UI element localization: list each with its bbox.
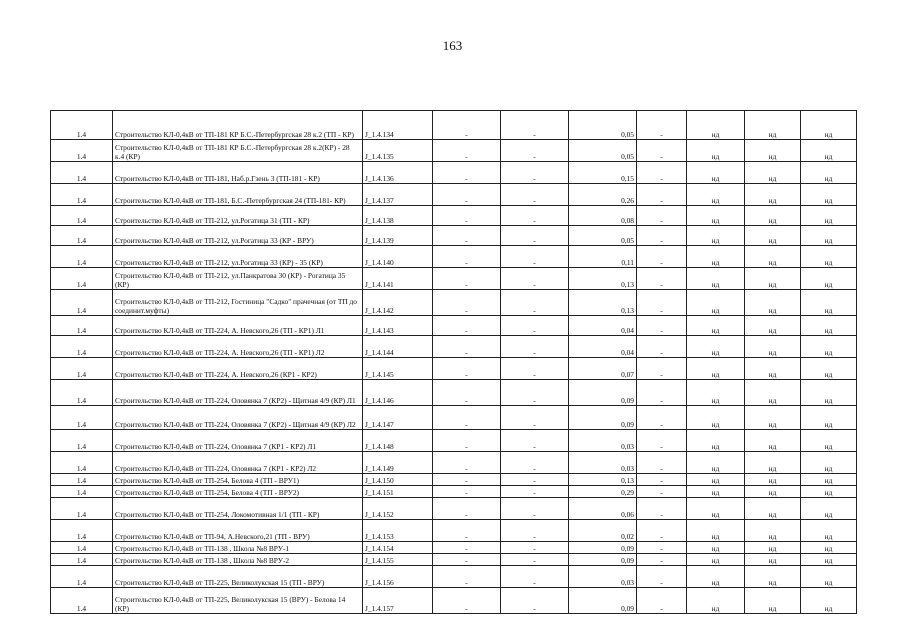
row-col-c: - bbox=[637, 184, 687, 206]
row-col-e: нд bbox=[745, 380, 801, 406]
row-name: Строительство КЛ-0,4кВ от ТП-181 КР Б.С.-Петербургская 28 к.2 (ТП - КР) bbox=[113, 111, 363, 140]
row-col-e: нд bbox=[745, 452, 801, 474]
row-length: 0,15 bbox=[569, 162, 637, 184]
row-id: J_1.4.149 bbox=[363, 452, 433, 474]
row-length: 0,05 bbox=[569, 140, 637, 162]
row-col-f: нд bbox=[801, 498, 857, 520]
row-id: J_1.4.136 bbox=[363, 162, 433, 184]
table-row bbox=[51, 542, 857, 554]
row-name: Строительство КЛ-0,4кВ от ТП-212, ул.Рогатица 33 (КР - ВРУ) bbox=[113, 226, 363, 246]
row-col-c: - bbox=[637, 206, 687, 226]
row-col-d: нд bbox=[687, 226, 745, 246]
table-row bbox=[51, 498, 857, 520]
row-col-d: нд bbox=[687, 140, 745, 162]
table-row bbox=[51, 380, 857, 406]
row-length: 0,07 bbox=[569, 358, 637, 380]
table-row bbox=[51, 452, 857, 474]
row-id: J_1.4.139 bbox=[363, 226, 433, 246]
row-col-f: нд bbox=[801, 588, 857, 614]
row-length: 0,29 bbox=[569, 486, 637, 498]
row-col-f: нд bbox=[801, 452, 857, 474]
row-col-c: - bbox=[637, 111, 687, 140]
row-col-c: - bbox=[637, 566, 687, 588]
row-col-f: нд bbox=[801, 206, 857, 226]
row-col-a: - bbox=[433, 430, 501, 452]
row-col-a: - bbox=[433, 268, 501, 290]
row-length: 0,13 bbox=[569, 290, 637, 316]
row-col-b: - bbox=[501, 474, 569, 486]
row-id: J_1.4.138 bbox=[363, 206, 433, 226]
row-code: 1.4 bbox=[51, 588, 113, 614]
row-col-f: нд bbox=[801, 226, 857, 246]
row-col-d: нд bbox=[687, 566, 745, 588]
table-row bbox=[51, 406, 857, 430]
row-col-a: - bbox=[433, 206, 501, 226]
row-col-d: нд bbox=[687, 162, 745, 184]
row-col-b: - bbox=[501, 520, 569, 542]
row-length: 0,05 bbox=[569, 226, 637, 246]
row-length: 0,09 bbox=[569, 542, 637, 554]
row-name: Строительство КЛ-0,4кВ от ТП-224, Оловянка 7 (КР1 - КР2) Л1 bbox=[113, 430, 363, 452]
row-col-e: нд bbox=[745, 140, 801, 162]
row-col-f: нд bbox=[801, 162, 857, 184]
row-col-a: - bbox=[433, 111, 501, 140]
row-col-f: нд bbox=[801, 358, 857, 380]
row-id: J_1.4.140 bbox=[363, 246, 433, 268]
row-length: 0,05 bbox=[569, 111, 637, 140]
row-col-b: - bbox=[501, 162, 569, 184]
row-col-d: нд bbox=[687, 498, 745, 520]
row-length: 0,09 bbox=[569, 380, 637, 406]
table-row bbox=[51, 246, 857, 268]
table-row bbox=[51, 290, 857, 316]
row-col-b: - bbox=[501, 542, 569, 554]
row-col-f: нд bbox=[801, 316, 857, 336]
row-col-d: нд bbox=[687, 588, 745, 614]
row-col-f: нд bbox=[801, 474, 857, 486]
row-col-d: нд bbox=[687, 474, 745, 486]
row-name: Строительство КЛ-0,4кВ от ТП-224, Оловянка 7 (КР2) - Щитная 4/9 (КР) Л1 bbox=[113, 380, 363, 406]
row-name: Строительство КЛ-0,4кВ от ТП-225, Великолукская 15 (ВРУ) - Белова 14 (КР) bbox=[113, 588, 363, 614]
row-name: Строительство КЛ-0,4кВ от ТП-224, А. Невского,26 (ТП - КР1) Л2 bbox=[113, 336, 363, 358]
row-length: 0,13 bbox=[569, 268, 637, 290]
row-id: J_1.4.134 bbox=[363, 111, 433, 140]
row-length: 0,03 bbox=[569, 430, 637, 452]
row-col-b: - bbox=[501, 588, 569, 614]
row-col-d: нд bbox=[687, 520, 745, 542]
row-col-b: - bbox=[501, 380, 569, 406]
row-col-b: - bbox=[501, 336, 569, 358]
row-col-c: - bbox=[637, 588, 687, 614]
row-name: Строительство КЛ-0,4кВ от ТП-94, А.Невского,21 (ТП - ВРУ) bbox=[113, 520, 363, 542]
row-length: 0,09 bbox=[569, 554, 637, 566]
row-id: J_1.4.144 bbox=[363, 336, 433, 358]
row-col-b: - bbox=[501, 226, 569, 246]
row-col-d: нд bbox=[687, 246, 745, 268]
row-col-e: нд bbox=[745, 184, 801, 206]
row-col-b: - bbox=[501, 290, 569, 316]
row-col-e: нд bbox=[745, 554, 801, 566]
row-col-a: - bbox=[433, 554, 501, 566]
row-col-b: - bbox=[501, 452, 569, 474]
row-col-a: - bbox=[433, 140, 501, 162]
table-row bbox=[51, 316, 857, 336]
row-col-f: нд bbox=[801, 268, 857, 290]
row-code: 1.4 bbox=[51, 452, 113, 474]
table-row bbox=[51, 140, 857, 162]
row-code: 1.4 bbox=[51, 430, 113, 452]
table-row bbox=[51, 554, 857, 566]
row-id: J_1.4.143 bbox=[363, 316, 433, 336]
row-id: J_1.4.135 bbox=[363, 140, 433, 162]
row-col-e: нд bbox=[745, 588, 801, 614]
table-body bbox=[51, 111, 857, 614]
row-col-c: - bbox=[637, 140, 687, 162]
row-col-c: - bbox=[637, 554, 687, 566]
row-col-f: нд bbox=[801, 246, 857, 268]
row-col-c: - bbox=[637, 358, 687, 380]
row-name: Строительство КЛ-0,4кВ от ТП-254, Белова 4 (ТП - ВРУ1) bbox=[113, 474, 363, 486]
row-col-f: нд bbox=[801, 290, 857, 316]
table-row bbox=[51, 474, 857, 486]
row-col-d: нд bbox=[687, 358, 745, 380]
row-col-a: - bbox=[433, 452, 501, 474]
table-row bbox=[51, 520, 857, 542]
table-row bbox=[51, 486, 857, 498]
row-code: 1.4 bbox=[51, 226, 113, 246]
row-col-a: - bbox=[433, 162, 501, 184]
row-col-f: нд bbox=[801, 111, 857, 140]
row-code: 1.4 bbox=[51, 474, 113, 486]
row-name: Строительство КЛ-0,4кВ от ТП-181, Наб.р.Гзень 3 (ТП-181 - КР) bbox=[113, 162, 363, 184]
row-col-c: - bbox=[637, 380, 687, 406]
row-code: 1.4 bbox=[51, 206, 113, 226]
row-col-a: - bbox=[433, 184, 501, 206]
page-number: 163 bbox=[442, 38, 463, 53]
row-col-e: нд bbox=[745, 226, 801, 246]
row-col-e: нд bbox=[745, 268, 801, 290]
row-name: Строительство КЛ-0,4кВ от ТП-212, ул.Рогатица 31 (ТП - КР) bbox=[113, 206, 363, 226]
row-col-a: - bbox=[433, 290, 501, 316]
row-col-c: - bbox=[637, 336, 687, 358]
row-col-e: нд bbox=[745, 430, 801, 452]
row-id: J_1.4.154 bbox=[363, 542, 433, 554]
row-col-b: - bbox=[501, 206, 569, 226]
row-length: 0,04 bbox=[569, 316, 637, 336]
row-col-c: - bbox=[637, 406, 687, 430]
row-code: 1.4 bbox=[51, 111, 113, 140]
row-name: Строительство КЛ-0,4кВ от ТП-212, ул.Панкратова 30 (КР) - Рогатица 35 (КР) bbox=[113, 268, 363, 290]
table-row bbox=[51, 358, 857, 380]
row-col-c: - bbox=[637, 246, 687, 268]
row-col-d: нд bbox=[687, 206, 745, 226]
row-col-d: нд bbox=[687, 406, 745, 430]
row-col-a: - bbox=[433, 358, 501, 380]
row-name: Строительство КЛ-0,4кВ от ТП-224, Оловянка 7 (КР2) - Щитная 4/9 (КР) Л2 bbox=[113, 406, 363, 430]
row-col-e: нд bbox=[745, 520, 801, 542]
row-col-d: нд bbox=[687, 268, 745, 290]
row-col-e: нд bbox=[745, 316, 801, 336]
table-row bbox=[51, 184, 857, 206]
row-id: J_1.4.156 bbox=[363, 566, 433, 588]
row-code: 1.4 bbox=[51, 542, 113, 554]
row-name: Строительство КЛ-0,4кВ от ТП-212, ул.Рогатица 33 (КР) - 35 (КР) bbox=[113, 246, 363, 268]
row-col-b: - bbox=[501, 566, 569, 588]
row-col-b: - bbox=[501, 358, 569, 380]
table-row bbox=[51, 111, 857, 140]
row-name: Строительство КЛ-0,4кВ от ТП-224, А. Невского,26 (КР1 - КР2) bbox=[113, 358, 363, 380]
row-length: 0,26 bbox=[569, 184, 637, 206]
row-code: 1.4 bbox=[51, 566, 113, 588]
row-code: 1.4 bbox=[51, 246, 113, 268]
row-length: 0,11 bbox=[569, 246, 637, 268]
row-name: Строительство КЛ-0,4кВ от ТП-224, Оловянка 7 (КР1 - КР2) Л2 bbox=[113, 452, 363, 474]
row-col-a: - bbox=[433, 566, 501, 588]
row-code: 1.4 bbox=[51, 498, 113, 520]
row-col-c: - bbox=[637, 430, 687, 452]
row-name: Строительство КЛ-0,4кВ от ТП-212, Гостиница "Садко" прачечная (от ТП до соединит.муфты) bbox=[113, 290, 363, 316]
row-col-b: - bbox=[501, 184, 569, 206]
row-col-a: - bbox=[433, 486, 501, 498]
row-length: 0,09 bbox=[569, 588, 637, 614]
row-code: 1.4 bbox=[51, 290, 113, 316]
row-code: 1.4 bbox=[51, 358, 113, 380]
row-col-a: - bbox=[433, 474, 501, 486]
row-length: 0,03 bbox=[569, 566, 637, 588]
row-col-a: - bbox=[433, 542, 501, 554]
row-code: 1.4 bbox=[51, 184, 113, 206]
row-col-a: - bbox=[433, 246, 501, 268]
row-col-b: - bbox=[501, 268, 569, 290]
row-col-d: нд bbox=[687, 380, 745, 406]
row-name: Строительство КЛ-0,4кВ от ТП-181, Б.С.-Петербургская 24 (ТП-181- КР) bbox=[113, 184, 363, 206]
investment-table bbox=[50, 110, 857, 614]
row-id: J_1.4.145 bbox=[363, 358, 433, 380]
row-col-f: нд bbox=[801, 542, 857, 554]
row-col-a: - bbox=[433, 380, 501, 406]
row-col-e: нд bbox=[745, 206, 801, 226]
row-col-a: - bbox=[433, 588, 501, 614]
row-col-c: - bbox=[637, 316, 687, 336]
row-length: 0,09 bbox=[569, 406, 637, 430]
row-col-e: нд bbox=[745, 358, 801, 380]
row-id: J_1.4.146 bbox=[363, 380, 433, 406]
row-col-f: нд bbox=[801, 184, 857, 206]
row-name: Строительство КЛ-0,4кВ от ТП-254, Белова 4 (ТП - ВРУ2) bbox=[113, 486, 363, 498]
row-col-f: нд bbox=[801, 486, 857, 498]
row-code: 1.4 bbox=[51, 268, 113, 290]
row-id: J_1.4.142 bbox=[363, 290, 433, 316]
row-col-a: - bbox=[433, 498, 501, 520]
table-row bbox=[51, 566, 857, 588]
table-row bbox=[51, 588, 857, 614]
row-name: Строительство КЛ-0,4кВ от ТП-225, Великолукская 15 (ТП - ВРУ) bbox=[113, 566, 363, 588]
row-col-a: - bbox=[433, 226, 501, 246]
row-col-c: - bbox=[637, 542, 687, 554]
row-col-b: - bbox=[501, 406, 569, 430]
row-length: 0,03 bbox=[569, 452, 637, 474]
row-col-e: нд bbox=[745, 246, 801, 268]
row-id: J_1.4.152 bbox=[363, 498, 433, 520]
row-name: Строительство КЛ-0,4кВ от ТП-138 , Школа №8 ВРУ-1 bbox=[113, 542, 363, 554]
row-length: 0,08 bbox=[569, 206, 637, 226]
row-code: 1.4 bbox=[51, 316, 113, 336]
row-col-f: нд bbox=[801, 336, 857, 358]
row-id: J_1.4.150 bbox=[363, 474, 433, 486]
row-id: J_1.4.153 bbox=[363, 520, 433, 542]
row-col-b: - bbox=[501, 246, 569, 268]
row-col-f: нд bbox=[801, 430, 857, 452]
row-col-a: - bbox=[433, 316, 501, 336]
row-col-f: нд bbox=[801, 140, 857, 162]
row-col-b: - bbox=[501, 111, 569, 140]
row-code: 1.4 bbox=[51, 336, 113, 358]
row-col-f: нд bbox=[801, 406, 857, 430]
row-col-e: нд bbox=[745, 336, 801, 358]
row-name: Строительство КЛ-0,4кВ от ТП-224, А. Невского,26 (ТП - КР1) Л1 bbox=[113, 316, 363, 336]
row-code: 1.4 bbox=[51, 520, 113, 542]
row-code: 1.4 bbox=[51, 380, 113, 406]
row-col-e: нд bbox=[745, 498, 801, 520]
row-col-d: нд bbox=[687, 111, 745, 140]
row-length: 0,02 bbox=[569, 520, 637, 542]
row-col-f: нд bbox=[801, 520, 857, 542]
row-name: Строительство КЛ-0,4кВ от ТП-181 КР Б.С.-Петербургская 28 к.2(КР) - 28 к.4 (КР) bbox=[113, 140, 363, 162]
row-col-d: нд bbox=[687, 452, 745, 474]
row-col-d: нд bbox=[687, 430, 745, 452]
row-id: J_1.4.151 bbox=[363, 486, 433, 498]
row-col-a: - bbox=[433, 520, 501, 542]
row-col-c: - bbox=[637, 290, 687, 316]
row-col-b: - bbox=[501, 486, 569, 498]
row-col-e: нд bbox=[745, 542, 801, 554]
row-length: 0,13 bbox=[569, 474, 637, 486]
row-col-e: нд bbox=[745, 566, 801, 588]
row-col-b: - bbox=[501, 498, 569, 520]
row-col-c: - bbox=[637, 452, 687, 474]
row-col-c: - bbox=[637, 486, 687, 498]
row-length: 0,04 bbox=[569, 336, 637, 358]
row-col-d: нд bbox=[687, 542, 745, 554]
row-col-e: нд bbox=[745, 162, 801, 184]
row-col-c: - bbox=[637, 162, 687, 184]
row-col-c: - bbox=[637, 474, 687, 486]
row-id: J_1.4.147 bbox=[363, 406, 433, 430]
row-col-c: - bbox=[637, 520, 687, 542]
row-col-e: нд bbox=[745, 290, 801, 316]
row-col-d: нд bbox=[687, 290, 745, 316]
row-col-a: - bbox=[433, 406, 501, 430]
row-code: 1.4 bbox=[51, 554, 113, 566]
row-code: 1.4 bbox=[51, 162, 113, 184]
row-col-c: - bbox=[637, 268, 687, 290]
row-col-a: - bbox=[433, 336, 501, 358]
row-code: 1.4 bbox=[51, 140, 113, 162]
row-id: J_1.4.141 bbox=[363, 268, 433, 290]
row-col-f: нд bbox=[801, 566, 857, 588]
row-col-c: - bbox=[637, 498, 687, 520]
row-col-e: нд bbox=[745, 111, 801, 140]
row-id: J_1.4.148 bbox=[363, 430, 433, 452]
row-name: Строительство КЛ-0,4кВ от ТП-254, Локомотивная 1/1 (ТП - КР) bbox=[113, 498, 363, 520]
table-row bbox=[51, 336, 857, 358]
row-col-e: нд bbox=[745, 486, 801, 498]
table-row bbox=[51, 268, 857, 290]
row-col-d: нд bbox=[687, 316, 745, 336]
table-row bbox=[51, 206, 857, 226]
row-length: 0,06 bbox=[569, 498, 637, 520]
row-col-f: нд bbox=[801, 554, 857, 566]
row-col-d: нд bbox=[687, 336, 745, 358]
row-code: 1.4 bbox=[51, 406, 113, 430]
row-col-d: нд bbox=[687, 554, 745, 566]
row-col-e: нд bbox=[745, 406, 801, 430]
table-row bbox=[51, 162, 857, 184]
row-id: J_1.4.137 bbox=[363, 184, 433, 206]
row-col-b: - bbox=[501, 316, 569, 336]
table-row bbox=[51, 226, 857, 246]
row-id: J_1.4.155 bbox=[363, 554, 433, 566]
row-name: Строительство КЛ-0,4кВ от ТП-138 , Школа №8 ВРУ-2 bbox=[113, 554, 363, 566]
row-col-d: нд bbox=[687, 486, 745, 498]
row-col-f: нд bbox=[801, 380, 857, 406]
row-col-c: - bbox=[637, 226, 687, 246]
row-id: J_1.4.157 bbox=[363, 588, 433, 614]
row-col-b: - bbox=[501, 554, 569, 566]
row-col-d: нд bbox=[687, 184, 745, 206]
row-col-b: - bbox=[501, 430, 569, 452]
row-code: 1.4 bbox=[51, 486, 113, 498]
row-col-e: нд bbox=[745, 474, 801, 486]
row-col-b: - bbox=[501, 140, 569, 162]
table-row bbox=[51, 430, 857, 452]
